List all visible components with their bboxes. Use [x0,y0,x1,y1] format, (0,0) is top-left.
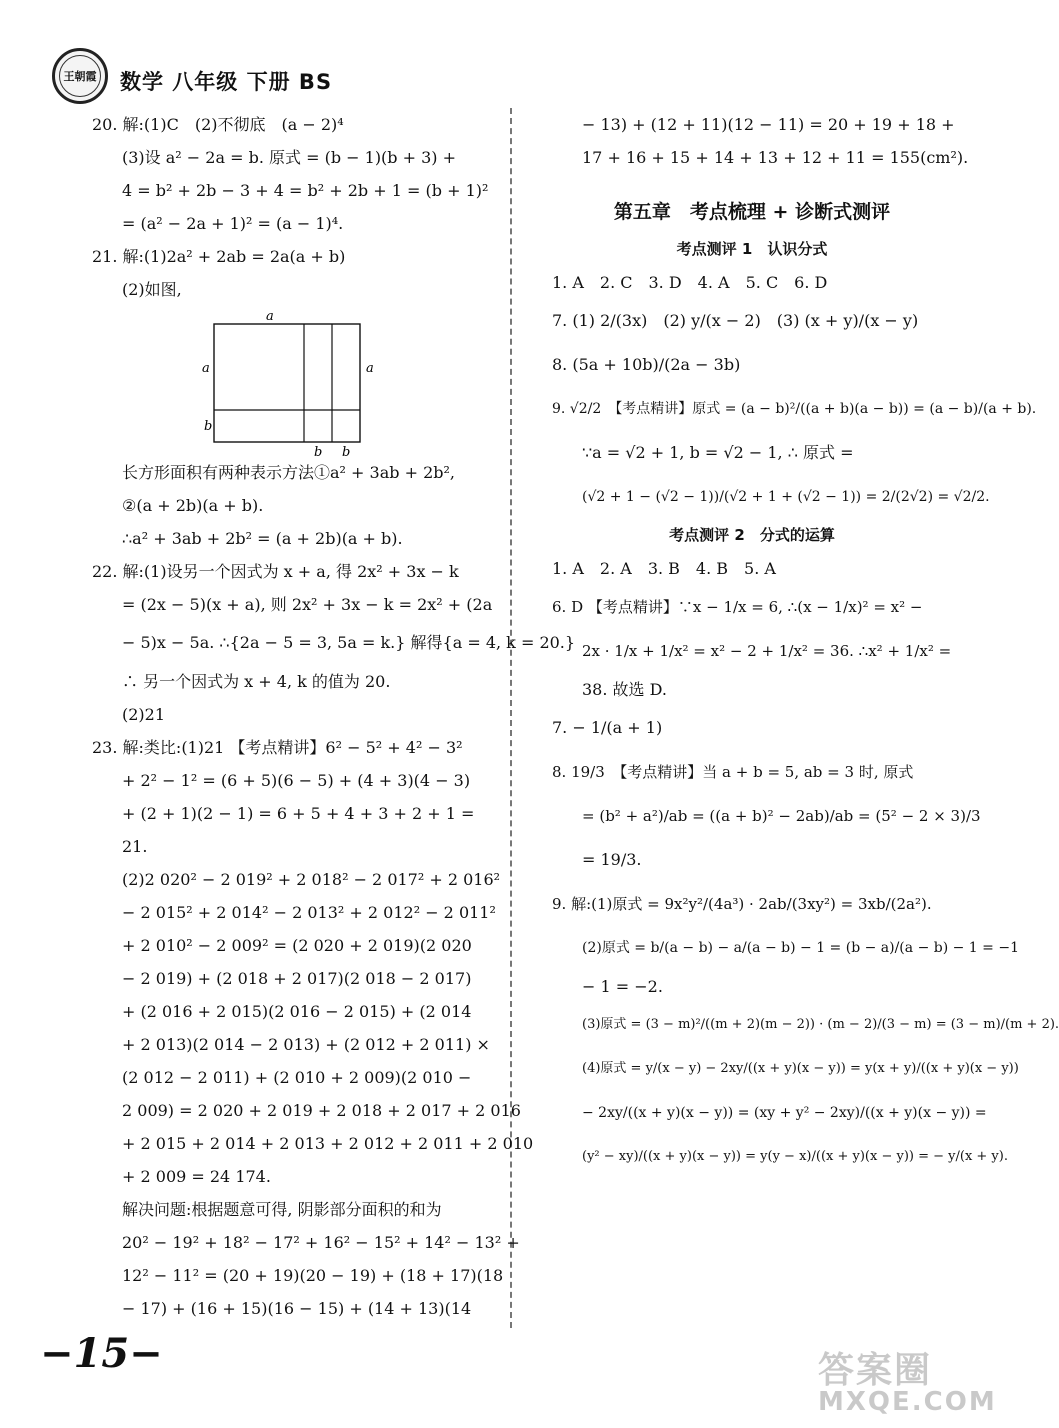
answer-line: + (2 016 + 2 015)(2 016 − 2 015) + (2 014 [122,1002,472,1021]
answer-line: 20. 解:(1)C (2)不彻底 (a − 2)⁴ [92,115,344,134]
answer-line: − 2 019) + (2 018 + 2 017)(2 018 − 2 017) [122,969,472,988]
answer-line: − 5)x − 5a. ∴{2a − 5 = 3, 5a = k.} 解得{a = 4, k = 20.} [122,633,576,652]
answer-line: 9. √2/2 【考点精讲】原式 = (a − b)²/((a + b)(a − b)) = (a − b)/(a + b). [552,401,1037,417]
answer-line: (2 012 − 2 011) + (2 010 + 2 009)(2 010 − [122,1068,472,1087]
page-number: −15− [40,1330,163,1377]
label-right-a: a [366,361,374,376]
answer-line: 4 = b² + 2b − 3 + 4 = b² + 2b + 1 = (b + 1)² [122,181,489,200]
answer-line: 38. 故选 D. [582,680,667,699]
answer-line: 22. 解:(1)设另一个因式为 x + a, 得 2x² + 3x − k [92,562,459,581]
publisher-logo [52,48,108,104]
book-title: 数学 八年级 下册 BS [120,70,333,94]
answer-line: ∴a² + 3ab + 2b² = (a + 2b)(a + b). [122,529,403,548]
answer-line: (4)原式 = y/(x − y) − 2xy/((x + y)(x − y)) = y(x + y)/((x + y)(x − y)) [582,1061,1019,1076]
left-column [92,108,576,1325]
answer-line: 12² − 11² = (20 + 19)(20 − 19) + (18 + 17)(18 [122,1266,504,1285]
answer-line: 1. A 2. A 3. B 4. B 5. A [552,559,776,578]
answer-line: − 17) + (16 + 15)(16 − 15) + (14 + 13)(14 [122,1299,472,1318]
answer-line: (3)原式 = (3 − m)²/((m + 2)(m − 2)) · (m − 2)/(3 − m) = (3 − m)/(m + 2). [582,1017,1059,1032]
answer-line: (3)设 a² − 2a = b. 原式 = (b − 1)(b + 3) + [122,148,457,167]
answer-line: ∴ 另一个因式为 x + 4, k 的值为 20. [122,672,391,691]
section-title: 考点测评 2 分式的运算 [669,526,835,544]
watermark-line-2: MXQE.COM [818,1387,997,1417]
answer-line: − 1 = −2. [582,977,663,996]
rectangle-diagram-svg [200,310,380,460]
answer-line: 23. 解:类比:(1)21 【考点精讲】6² − 5² + 4² − 3² [92,738,463,757]
answer-line: (2)21 [122,705,166,724]
answer-line: 17 + 16 + 15 + 14 + 13 + 12 + 11 = 155(cm²). [582,148,969,167]
answer-line: 7. (1) 2/(3x) (2) y/(x − 2) (3) (x + y)/(x − y) [552,311,919,330]
label-bottom-b2: b [342,445,351,460]
answer-line: (y² − xy)/((x + y)(x − y)) = y(y − x)/((x + y)(x − y)) = − y/(x + y). [582,1149,1008,1164]
chapter-title: 第五章 考点梳理 + 诊断式测评 [613,201,891,223]
outer-rect [214,324,360,442]
answer-line: + (2 + 1)(2 − 1) = 6 + 5 + 4 + 3 + 2 + 1 = [122,804,475,823]
section-title: 考点测评 1 认识分式 [676,240,828,258]
answer-line: 2 009) = 2 020 + 2 019 + 2 018 + 2 017 + 2 016 [122,1101,521,1120]
answer-line: + 2 015 + 2 014 + 2 013 + 2 012 + 2 011 + 2 010 [122,1134,534,1153]
answer-line: 2x · 1/x + 1/x² = x² − 2 + 1/x² = 36. ∴x² + 1/x² = [582,642,952,660]
answer-line: ②(a + 2b)(a + b). [122,496,264,515]
answer-line: 1. A 2. C 3. D 4. A 5. C 6. D [552,273,828,292]
answer-line: (2)如图, [122,280,182,299]
answer-line: − 2xy/((x + y)(x − y)) = (xy + y² − 2xy)/((x + y)(x − y)) = [582,1105,987,1121]
answer-line: − 2 015² + 2 014² − 2 013² + 2 012² − 2 011² [122,903,496,922]
answer-line: + 2 010² − 2 009² = (2 020 + 2 019)(2 020 [122,936,472,955]
rectangle-diagram [200,310,380,460]
page-header [52,48,552,108]
answer-line: + 2 013)(2 014 − 2 013) + (2 012 + 2 011) × [122,1035,490,1054]
answer-line: ∵a = √2 + 1, b = √2 − 1, ∴ 原式 = [582,443,854,462]
answer-line: = (2x − 5)(x + a), 则 2x² + 3x − k = 2x² + (2a [122,595,493,614]
answer-line: 长方形面积有两种表示方法①a² + 3ab + 2b², [122,463,455,482]
label-left-b: b [204,419,213,434]
answer-line: + 2² − 1² = (6 + 5)(6 − 5) + (4 + 3)(4 − 3) [122,771,471,790]
answer-line: 9. 解:(1)原式 = 9x²y²/(4a³) · 2ab/(3xy²) = 3xb/(2a²). [552,895,932,913]
answer-line: = (b² + a²)/ab = ((a + b)² − 2ab)/ab = (5² − 2 × 3)/3 [582,807,981,825]
right-column [552,108,1059,1179]
answer-line: 20² − 19² + 18² − 17² + 16² − 15² + 14² − 13² + [122,1233,520,1252]
answer-line: 21. [122,837,148,856]
answer-line: = 19/3. [582,850,642,869]
answer-line: (2)原式 = b/(a − b) − a/(a − b) − 1 = (b − a)/(a − b) − 1 = −1 [582,940,1019,956]
label-left-a: a [202,361,210,376]
watermark [818,1342,997,1422]
answer-line: 21. 解:(1)2a² + 2ab = 2a(a + b) [92,247,346,266]
answer-line: 8. (5a + 10b)/(2a − 3b) [552,355,741,374]
answer-line: 8. 19/3 【考点精讲】当 a + b = 5, ab = 3 时, 原式 [552,763,914,781]
answer-line: 解决问题:根据题意可得, 阴影部分面积的和为 [122,1200,442,1219]
label-top-a: a [266,309,274,324]
answer-line: = (a² − 2a + 1)² = (a − 1)⁴. [122,214,344,233]
answer-line: (2)2 020² − 2 019² + 2 018² − 2 017² + 2 016² [122,870,501,889]
watermark-line-1: 答案圈 [818,1350,933,1391]
answer-line: (√2 + 1 − (√2 − 1))/(√2 + 1 + (√2 − 1)) = 2/(2√2) = √2/2. [582,489,990,505]
answer-line: 6. D 【考点精讲】∵x − 1/x = 6, ∴(x − 1/x)² = x² − [552,598,923,616]
logo-text: 王朝霞 [63,70,97,83]
answer-line: 7. − 1/(a + 1) [552,718,663,737]
label-bottom-b1: b [314,445,323,460]
answer-line: − 13) + (12 + 11)(12 − 11) = 20 + 19 + 18 + [582,115,955,134]
answer-line: + 2 009 = 24 174. [122,1167,271,1186]
